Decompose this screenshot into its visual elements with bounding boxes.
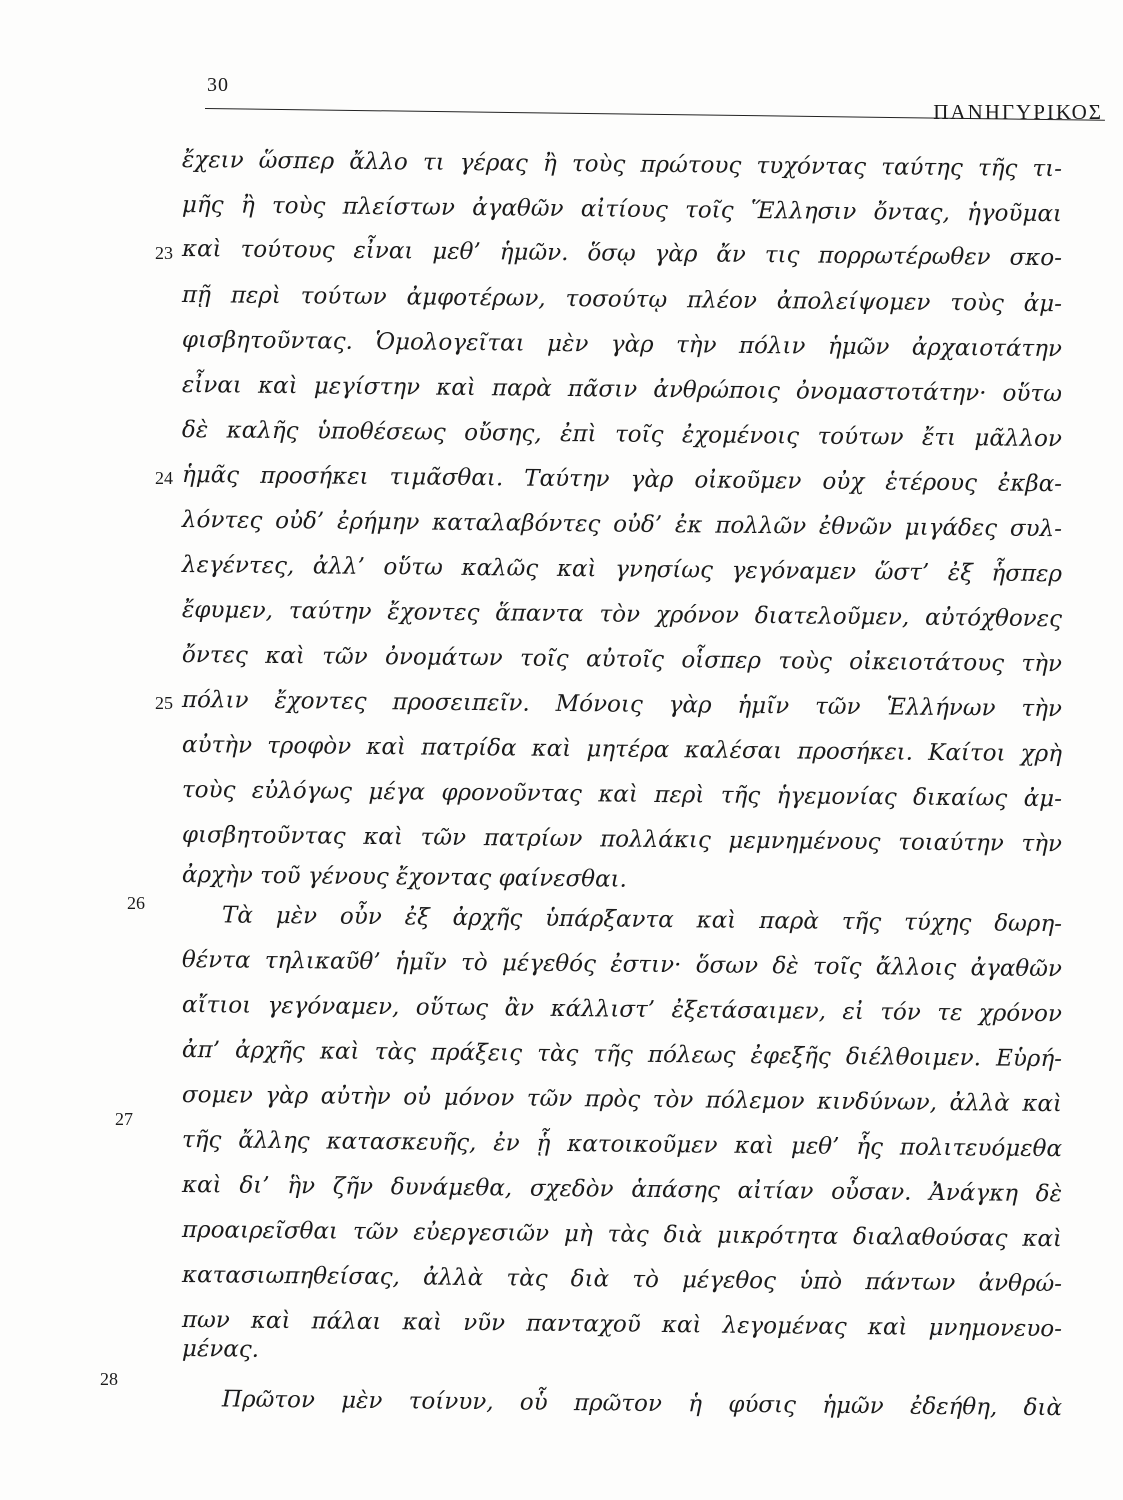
text-line: πόλιν ἔχοντες προσειπεῖν. Μόνοις γὰρ ἡμῖν τῶν Ἑλλήνων τὴν <box>181 687 1063 723</box>
section-number: 27 <box>115 1109 133 1129</box>
text-line: σομεν γὰρ αὐτὴν οὐ μόνον τῶν πρὸς τὸν πόλεμον κινδύνων, ἀλλὰ καὶ <box>181 1082 1063 1118</box>
text-line: ἀπ’ ἀρχῆς καὶ τὰς πράξεις τὰς τῆς πόλεως ἐφεξῆς διέλθοιμεν. Εὑρή- <box>181 1037 1063 1073</box>
text-line: Τὰ μὲν οὖν ἐξ ἀρχῆς ὑπάρξαντα καὶ παρὰ τῆς τύχης δωρη- <box>221 902 1063 938</box>
text-line: καὶ τούτους εἶναι μεθ’ ἡμῶν. ὅσῳ γὰρ ἄν τις πορρωτέρωθεν σκο- <box>181 236 1063 272</box>
text-line: δὲ καλῆς ὑποθέσεως οὔσης, ἐπὶ τοῖς ἐχομένοις τούτων ἔτι μᾶλλον <box>181 417 1063 453</box>
text-line: ὄντες καὶ τῶν ὀνομάτων τοῖς αὐτοῖς οἷσπερ τοὺς οἰκειοτάτους τὴν <box>181 642 1063 678</box>
text-line: αὐτὴν τροφὸν καὶ πατρίδα καὶ μητέρα καλέσαι προσήκει. Καίτοι χρὴ <box>181 732 1063 768</box>
text-line: πῇ περὶ τούτων ἀμφοτέρων, τοσούτῳ πλέον ἀπολείψομεν τοὺς ἀμ- <box>181 282 1063 318</box>
text-line: ἔφυμεν, ταύτην ἔχοντες ἅπαντα τὸν χρόνον διατελοῦμεν, αὐτόχθονες <box>181 597 1063 633</box>
text-line: λεγέντες, ἀλλ’ οὕτω καλῶς καὶ γνησίως γεγόναμεν ὥστ’ ἐξ ἧσπερ <box>181 552 1063 588</box>
text-line: προαιρεῖσθαι τῶν εὐεργεσιῶν μὴ τὰς διὰ μικρότητα διαλαθούσας καὶ <box>181 1217 1063 1253</box>
page-number: 30 <box>207 74 229 96</box>
text-line: καὶ δι’ ἣν ζῆν δυνάμεθα, σχεδὸν ἁπάσης αἰτίαν οὖσαν. Ἀνάγκη δὲ <box>181 1172 1063 1208</box>
text-line: τῆς ἄλλης κατασκευῆς, ἐν ᾗ κατοικοῦμεν καὶ μεθ’ ἧς πολιτευόμεθα <box>181 1127 1063 1163</box>
text-line: αἴτιοι γεγόναμεν, οὕτως ἂν κάλλιστ’ ἐξετάσαιμεν, εἰ τόν τε χρόνον <box>181 992 1063 1028</box>
section-number: 24 <box>155 468 173 488</box>
text-line: ἔχειν ὥσπερ ἄλλο τι γέρας ἢ τοὺς πρώτους τυχόντας ταύτης τῆς τι- <box>181 147 1063 183</box>
section-number: 28 <box>100 1369 118 1389</box>
text-line: μῆς ἢ τοὺς πλείστων ἀγαθῶν αἰτίους τοῖς Ἕλλησιν ὄντας, ἡγοῦμαι <box>181 192 1063 228</box>
text-line: Πρῶτον μὲν τοίνυν, οὗ πρῶτον ἡ φύσις ἡμῶν ἐδεήθη, διὰ <box>221 1386 1063 1422</box>
section-number: 26 <box>127 893 145 913</box>
text-line: ἀρχὴν τοῦ γένους ἔχοντας φαίνεσθαι. <box>181 862 628 893</box>
text-line: πων καὶ πάλαι καὶ νῦν πανταχοῦ καὶ λεγομένας καὶ μνημονευο- <box>181 1307 1063 1343</box>
text-line: κατασιωπηθείσας, ἀλλὰ τὰς διὰ τὸ μέγεθος ὑπὸ πάντων ἀνθρώ- <box>181 1262 1063 1298</box>
text-line: τοὺς εὐλόγως μέγα φρονοῦντας καὶ περὶ τῆς ἡγεμονίας δικαίως ἀμ- <box>181 777 1063 813</box>
section-number: 23 <box>155 243 173 263</box>
text-line: μένας. <box>181 1336 260 1363</box>
text-line: εἶναι καὶ μεγίστην καὶ παρὰ πᾶσιν ἀνθρώποις ὀνομαστοτάτην· οὕτω <box>181 372 1063 408</box>
running-title: ΠΑΝΗΓΥΡΙΚΟΣ <box>933 100 1103 124</box>
text-line: φισβητοῦντας καὶ τῶν πατρίων πολλάκις μεμνημένους τοιαύτην τὴν <box>181 822 1063 858</box>
text-line: λόντες οὐδ’ ἐρήμην καταλαβόντες οὐδ’ ἐκ πολλῶν ἐθνῶν μιγάδες συλ- <box>181 507 1063 543</box>
text-line: ἡμᾶς προσήκει τιμᾶσθαι. Ταύτην γὰρ οἰκοῦμεν οὐχ ἑτέρους ἐκβα- <box>181 462 1063 498</box>
section-number: 25 <box>155 693 173 713</box>
text-line: θέντα τηλικαῦθ’ ἡμῖν τὸ μέγεθός ἐστιν· ὅσων δὲ τοῖς ἄλλοις ἀγαθῶν <box>181 947 1063 983</box>
text-line: φισβητοῦντας. Ὁμολογεῖται μὲν γὰρ τὴν πόλιν ἡμῶν ἀρχαιοτάτην <box>181 327 1063 363</box>
